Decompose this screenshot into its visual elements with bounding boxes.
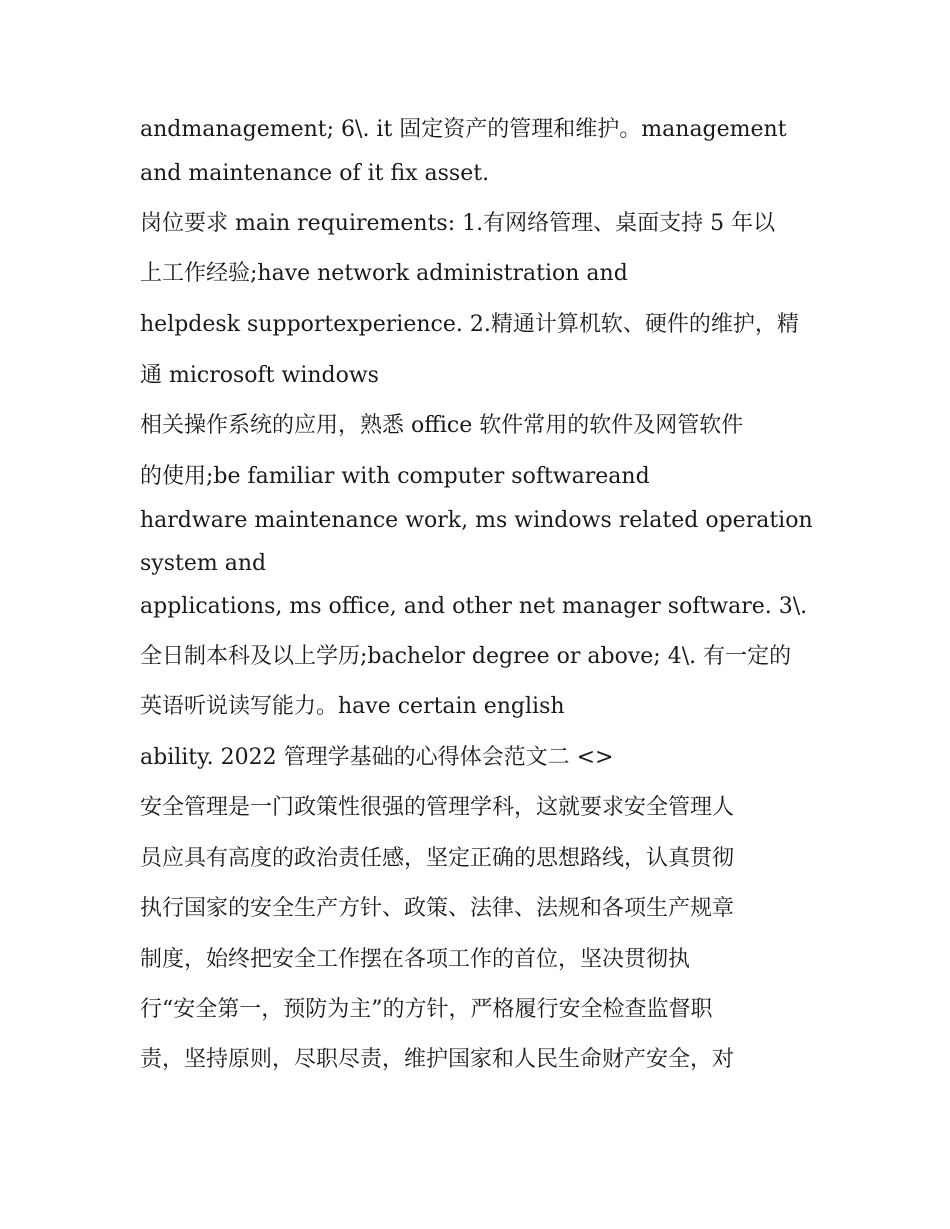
text-line-4: 上工作经验;have network administration and xyxy=(140,261,628,286)
text-line-9: hardware maintenance work, ms windows related operation xyxy=(140,508,813,533)
text-line-17: 执行国家的安全生产方针、政策、法律、法规和各项生产规章 xyxy=(140,896,735,921)
text-line-16: 员应具有高度的政治责任感，坚定正确的思想路线，认真贯彻 xyxy=(140,846,735,871)
text-line-7: 相关操作系统的应用，熟悉 office 软件常用的软件及网管软件 xyxy=(140,413,744,438)
text-line-11: applications, ms office, and other net manager software. 3\. xyxy=(140,594,808,619)
text-line-12: 全日制本科及以上学历;bachelor degree or above; 4\. 有一定的 xyxy=(140,644,792,669)
text-line-15: 安全管理是一门政策性很强的管理学科，这就要求安全管理人 xyxy=(140,795,735,820)
text-line-14: ability. 2022 管理学基础的心得体会范文二 <> xyxy=(140,745,614,770)
text-line-2: and maintenance of it fix asset. xyxy=(140,161,490,186)
text-line-18: 制度，始终把安全工作摆在各项工作的首位，坚决贯彻执 xyxy=(140,947,691,972)
text-line-13: 英语听说读写能力。have certain english xyxy=(140,694,565,719)
text-line-8: 的使用;be familiar with computer softwareand xyxy=(140,464,650,489)
text-line-3: 岗位要求 main requirements: 1.有网络管理、桌面支持 5 年以 xyxy=(140,211,776,236)
text-line-6: 通 microsoft windows xyxy=(140,363,379,388)
text-line-10: system and xyxy=(140,551,267,576)
text-line-5: helpdesk supportexperience. 2.精通计算机软、硬件的维护，精 xyxy=(140,312,799,337)
text-line-1: andmanagement; 6\. it 固定资产的管理和维护。management xyxy=(140,117,787,142)
text-line-20: 责，坚持原则，尽职尽责，维护国家和人民生命财产安全，对 xyxy=(140,1047,735,1072)
text-line-19: 行“安全第一，预防为主”的方针，严格履行安全检查监督职 xyxy=(140,997,713,1022)
